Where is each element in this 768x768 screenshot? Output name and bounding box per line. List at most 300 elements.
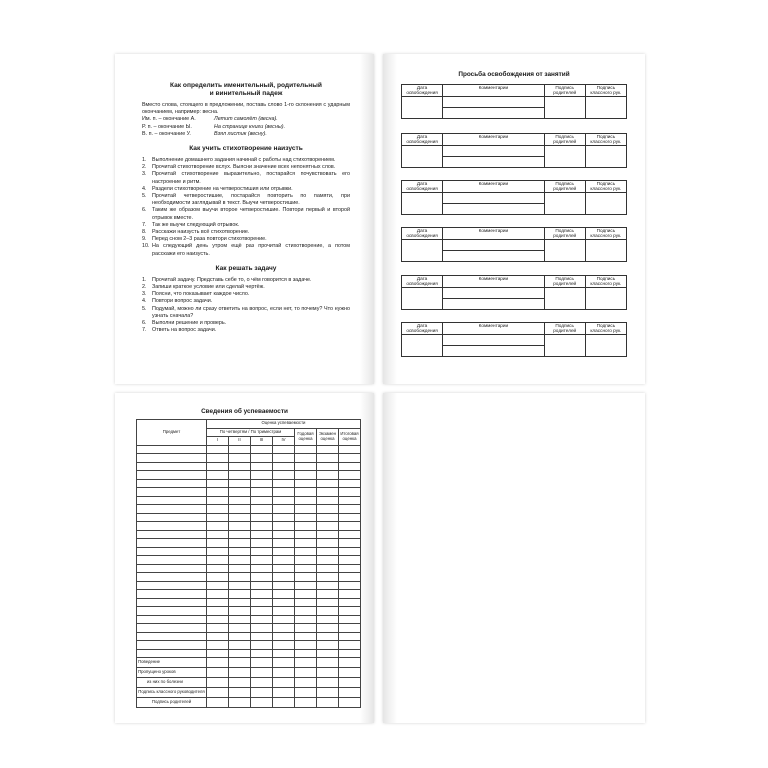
step-text: Раздели стихотворение на четверостишия или отрывки. <box>152 185 293 192</box>
step-text: Так же выучи следующий отрывок. <box>152 221 240 228</box>
table-row <box>137 624 361 633</box>
grade-cell <box>339 462 361 471</box>
step-text: Таким же образом выучи второе четверостишие. Повтори первый и второй отрывок вместе. <box>152 207 350 221</box>
grade-cell <box>339 505 361 514</box>
grade-cell <box>339 539 361 548</box>
grades-page <box>115 393 374 723</box>
grade-cell <box>207 632 229 641</box>
term-4: IV <box>273 437 295 446</box>
grade-cell <box>251 505 273 514</box>
teacher-sign-cell <box>585 335 626 357</box>
grade-cell <box>295 471 317 480</box>
teacher-sign-header: Подпись классного рук. <box>585 276 626 288</box>
absence-title: Просьба освобождения от занятий <box>458 71 570 78</box>
grade-cell <box>137 581 207 590</box>
grade-cell <box>273 668 295 678</box>
grade-cell <box>295 632 317 641</box>
date-header: Дата освобождения <box>402 276 443 288</box>
step-number: 5. <box>142 305 147 312</box>
grade-cell <box>251 556 273 565</box>
grade-cell <box>295 615 317 624</box>
grade-cell <box>295 641 317 650</box>
step-number: 1. <box>142 276 147 283</box>
grade-cell <box>251 607 273 616</box>
grade-cell <box>339 479 361 488</box>
grade-cell <box>273 615 295 624</box>
step-number: 4. <box>142 185 147 192</box>
comment-cell <box>443 288 544 299</box>
table-row <box>137 641 361 650</box>
grade-cell <box>229 641 251 650</box>
grade-cell <box>251 590 273 599</box>
table-row <box>402 193 627 204</box>
term-1: I <box>207 437 229 446</box>
case-row <box>142 124 350 131</box>
teacher-sign-header: Подпись классного рук. <box>585 85 626 97</box>
parent-sign-header: Подпись родителей <box>544 323 585 335</box>
final-header: Итоговая оценка <box>339 428 361 445</box>
grade-cell <box>295 590 317 599</box>
table-row <box>137 522 361 531</box>
list-item <box>142 291 350 298</box>
grade-cell <box>339 454 361 463</box>
comment-cell <box>443 193 544 204</box>
poem-title: Как учить стихотворение наизусть <box>189 145 303 153</box>
grade-cell <box>339 573 361 582</box>
grade-cell <box>339 496 361 505</box>
grade-cell <box>339 556 361 565</box>
grade-cell <box>207 530 229 539</box>
step-text: Прочитай четверостишие, постарайся повторить по памяти, при необходимости заглядывай в текст. Выучи четверостишие. <box>152 193 350 207</box>
grade-cell <box>317 581 339 590</box>
comment-cell <box>443 108 544 119</box>
grade-cell <box>251 581 273 590</box>
step-number: 8. <box>142 229 147 236</box>
grade-cell <box>229 607 251 616</box>
grade-cell <box>251 530 273 539</box>
grade-cell <box>273 649 295 658</box>
absence-table <box>401 180 627 215</box>
grade-cell <box>137 590 207 599</box>
grade-cell <box>339 590 361 599</box>
table-row <box>137 445 361 454</box>
comment-cell <box>443 240 544 251</box>
step-text: На следующий день утром ещё раз прочитай стихотворение, а потом расскажи его наизусть. <box>152 243 350 257</box>
grade-cell <box>295 522 317 531</box>
table-row <box>137 488 361 497</box>
case-example: Взял листик (весну). <box>214 130 267 137</box>
grade-cell <box>273 641 295 650</box>
table-row <box>137 505 361 514</box>
rules-content <box>142 82 350 334</box>
list-item <box>142 207 350 221</box>
list-item <box>142 193 350 207</box>
footer-row <box>137 678 361 688</box>
table-row <box>137 590 361 599</box>
grade-cell <box>273 581 295 590</box>
date-cell <box>402 240 443 262</box>
step-text: Прочитай стихотворение выразительно, постарайся почувствовать его настроение и ритм. <box>152 171 350 185</box>
grade-cell <box>251 564 273 573</box>
absence-table <box>401 133 627 168</box>
rules-page <box>115 54 374 384</box>
step-text: Подумай, можно ли сразу ответить на вопрос, если нет, то почему? Что нужно узнать сначала? <box>152 305 350 319</box>
grade-cell <box>295 698 317 708</box>
grade-cell <box>229 479 251 488</box>
list-item <box>142 222 350 229</box>
grade-cell <box>251 624 273 633</box>
grade-cell <box>317 624 339 633</box>
grade-cell <box>273 698 295 708</box>
grade-cell <box>317 668 339 678</box>
comment-header: Комментарии <box>443 228 544 240</box>
grade-cell <box>317 539 339 548</box>
table-row <box>137 454 361 463</box>
teacher-sign-cell <box>585 288 626 310</box>
step-number: 3. <box>142 171 147 178</box>
grade-cell <box>229 488 251 497</box>
grade-cell <box>273 522 295 531</box>
absence-table <box>401 275 627 310</box>
grade-cell <box>207 698 229 708</box>
grade-cell <box>137 471 207 480</box>
table-row <box>137 615 361 624</box>
grade-cell <box>251 649 273 658</box>
grade-cell <box>295 556 317 565</box>
grade-cell <box>273 556 295 565</box>
grade-cell <box>317 607 339 616</box>
date-cell <box>402 193 443 215</box>
grade-cell <box>207 513 229 522</box>
date-header: Дата освобождения <box>402 85 443 97</box>
grade-cell <box>229 615 251 624</box>
grade-cell <box>317 530 339 539</box>
date-header: Дата освобождения <box>402 323 443 335</box>
step-text: Прочитай стихотворение вслух. Выясни значение всех непонятных слов. <box>152 164 336 171</box>
grade-cell <box>137 615 207 624</box>
grade-cell <box>317 564 339 573</box>
grade-cell <box>251 547 273 556</box>
grade-cell <box>229 513 251 522</box>
teacher-sign-header: Подпись классного рук. <box>585 323 626 335</box>
grade-cell <box>137 632 207 641</box>
comment-cell <box>443 97 544 108</box>
comment-cell <box>443 146 544 157</box>
grade-cell <box>207 581 229 590</box>
grade-cell <box>295 496 317 505</box>
grade-cell <box>273 598 295 607</box>
list-item <box>142 284 350 291</box>
list-item <box>142 277 350 284</box>
comment-header: Комментарии <box>443 181 544 193</box>
grade-cell <box>317 522 339 531</box>
grade-cell <box>207 688 229 698</box>
table-row <box>137 573 361 582</box>
grade-cell <box>339 632 361 641</box>
grade-cell <box>137 445 207 454</box>
grade-cell <box>137 462 207 471</box>
footer-label: Поведение <box>137 658 207 668</box>
case-row <box>142 131 350 138</box>
grade-cell <box>295 658 317 668</box>
grade-cell <box>137 547 207 556</box>
list-item <box>142 306 350 320</box>
grade-cell <box>317 505 339 514</box>
grade-cell <box>229 668 251 678</box>
grade-cell <box>273 688 295 698</box>
grade-cell <box>207 505 229 514</box>
grade-cell <box>251 462 273 471</box>
grade-cell <box>207 462 229 471</box>
date-cell <box>402 335 443 357</box>
grade-cell <box>317 678 339 688</box>
step-text: Прочитай задачу. Представь себе то, о чём говорится в задаче. <box>152 276 312 283</box>
grade-cell <box>251 471 273 480</box>
grade-cell <box>295 530 317 539</box>
step-number: 7. <box>142 327 147 334</box>
grade-cell <box>339 688 361 698</box>
grade-cell <box>229 462 251 471</box>
exam-header: Экзамен оценка <box>317 428 339 445</box>
table-row <box>137 530 361 539</box>
grade-cell <box>273 624 295 633</box>
grade-cell <box>229 496 251 505</box>
grade-cell <box>317 688 339 698</box>
parent-sign-cell <box>544 146 585 168</box>
parent-sign-cell <box>544 240 585 262</box>
grade-cell <box>207 496 229 505</box>
case-example: Летит самолёт (весна). <box>214 116 278 123</box>
grade-cell <box>229 547 251 556</box>
grade-cell <box>251 445 273 454</box>
grade-cell <box>137 530 207 539</box>
annual-header: Годовая оценка <box>295 428 317 445</box>
grade-cell <box>207 479 229 488</box>
grade-cell <box>207 668 229 678</box>
grade-cell <box>229 698 251 708</box>
list-item <box>142 243 350 257</box>
grade-cell <box>137 649 207 658</box>
grade-cell <box>251 522 273 531</box>
grade-cell <box>207 590 229 599</box>
grade-cell <box>273 445 295 454</box>
grade-cell <box>317 496 339 505</box>
table-row <box>137 564 361 573</box>
step-number: 4. <box>142 298 147 305</box>
grade-cell <box>137 624 207 633</box>
grade-cell <box>207 641 229 650</box>
grade-cell <box>229 556 251 565</box>
step-number: 3. <box>142 291 147 298</box>
teacher-sign-cell <box>585 240 626 262</box>
table-row <box>137 607 361 616</box>
list-item <box>142 327 350 334</box>
case-name: В. п. – окончание У. <box>142 130 191 137</box>
step-number: 2. <box>142 164 147 171</box>
grade-cell <box>273 607 295 616</box>
grade-cell <box>273 632 295 641</box>
grade-cell <box>229 505 251 514</box>
grade-cell <box>317 479 339 488</box>
parent-sign-cell <box>544 193 585 215</box>
footer-row <box>137 668 361 678</box>
grade-cell <box>295 678 317 688</box>
grade-cell <box>295 479 317 488</box>
grade-cell <box>339 513 361 522</box>
grade-cell <box>229 564 251 573</box>
step-number: 7. <box>142 221 147 228</box>
grade-cell <box>317 658 339 668</box>
grade-cell <box>137 564 207 573</box>
grade-cell <box>317 698 339 708</box>
table-row <box>137 556 361 565</box>
grade-cell <box>295 564 317 573</box>
table-row <box>137 581 361 590</box>
grade-cell <box>273 462 295 471</box>
step-number: 2. <box>142 284 147 291</box>
table-row <box>137 598 361 607</box>
task-steps <box>142 277 350 335</box>
grade-cell <box>137 522 207 531</box>
grade-cell <box>137 479 207 488</box>
grade-cell <box>229 530 251 539</box>
grade-cell <box>207 678 229 688</box>
teacher-sign-cell <box>585 146 626 168</box>
grade-cell <box>317 454 339 463</box>
grade-cell <box>229 522 251 531</box>
parent-sign-cell <box>544 288 585 310</box>
grade-cell <box>339 698 361 708</box>
grade-cell <box>295 505 317 514</box>
date-header: Дата освобождения <box>402 134 443 146</box>
step-number: 5. <box>142 193 147 200</box>
grade-cell <box>251 641 273 650</box>
grade-cell <box>295 607 317 616</box>
grade-cell <box>317 445 339 454</box>
table-row <box>402 146 627 157</box>
grade-cell <box>295 688 317 698</box>
case-name: Им. п. – окончание А. <box>142 116 196 123</box>
comment-cell <box>443 157 544 168</box>
table-row <box>402 288 627 299</box>
date-header: Дата освобождения <box>402 181 443 193</box>
table-row <box>137 513 361 522</box>
grade-cell <box>273 479 295 488</box>
grade-cell <box>229 649 251 658</box>
grade-cell <box>339 445 361 454</box>
parent-sign-header: Подпись родителей <box>544 276 585 288</box>
grade-cell <box>339 547 361 556</box>
grade-cell <box>273 590 295 599</box>
grade-cell <box>273 530 295 539</box>
table-row <box>137 479 361 488</box>
grade-cell <box>273 678 295 688</box>
step-text: Выполни решение и проверь. <box>152 320 227 327</box>
grade-cell <box>207 547 229 556</box>
date-cell <box>402 97 443 119</box>
grade-cell <box>273 454 295 463</box>
teacher-sign-cell <box>585 97 626 119</box>
grade-cell <box>339 624 361 633</box>
cases-title-line1: Как определить именительный, родительный <box>170 82 322 89</box>
step-number: 10. <box>142 243 150 250</box>
comment-cell <box>443 299 544 310</box>
grade-cell <box>229 688 251 698</box>
grade-cell <box>317 649 339 658</box>
grade-cell <box>295 649 317 658</box>
grade-cell <box>339 581 361 590</box>
footer-row <box>137 658 361 668</box>
table-row <box>137 462 361 471</box>
absence-table <box>401 322 627 357</box>
grade-cell <box>339 564 361 573</box>
grade-cell <box>339 598 361 607</box>
grade-cell <box>207 471 229 480</box>
grade-cell <box>273 564 295 573</box>
table-row <box>402 97 627 108</box>
grade-cell <box>229 658 251 668</box>
grade-cell <box>207 607 229 616</box>
teacher-sign-cell <box>585 193 626 215</box>
grade-cell <box>317 641 339 650</box>
grade-cell <box>251 539 273 548</box>
grades-title: Сведения об успеваемости <box>201 408 288 415</box>
grade-cell <box>207 615 229 624</box>
grade-cell <box>295 539 317 548</box>
comment-header: Комментарии <box>443 85 544 97</box>
parent-sign-cell <box>544 335 585 357</box>
comment-header: Комментарии <box>443 323 544 335</box>
grade-cell <box>295 513 317 522</box>
step-number: 9. <box>142 236 147 243</box>
grade-cell <box>229 632 251 641</box>
list-item <box>142 171 350 185</box>
grade-cell <box>339 615 361 624</box>
grade-cell <box>207 573 229 582</box>
parent-sign-header: Подпись родителей <box>544 181 585 193</box>
grade-cell <box>339 658 361 668</box>
grade-cell <box>339 678 361 688</box>
grade-cell <box>317 632 339 641</box>
poem-steps <box>142 157 350 258</box>
list-item <box>142 320 350 327</box>
grade-cell <box>207 556 229 565</box>
grade-cell <box>295 462 317 471</box>
date-header: Дата освобождения <box>402 228 443 240</box>
grade-cell <box>251 615 273 624</box>
grades-header: Оценка успеваемости <box>207 420 361 429</box>
grade-cell <box>339 641 361 650</box>
absence-table <box>401 84 627 119</box>
parent-sign-header: Подпись родителей <box>544 85 585 97</box>
grade-cell <box>273 573 295 582</box>
table-row <box>402 240 627 251</box>
table-row <box>137 632 361 641</box>
grade-cell <box>229 598 251 607</box>
parent-sign-header: Подпись родителей <box>544 134 585 146</box>
comment-cell <box>443 335 544 346</box>
grade-cell <box>295 598 317 607</box>
grade-cell <box>207 658 229 668</box>
grade-cell <box>339 607 361 616</box>
blank-page <box>383 393 645 723</box>
grade-cell <box>229 678 251 688</box>
task-title: Как решать задачу <box>215 264 277 272</box>
grade-cell <box>137 573 207 582</box>
grade-cell <box>295 488 317 497</box>
grade-cell <box>207 454 229 463</box>
grade-cell <box>251 598 273 607</box>
